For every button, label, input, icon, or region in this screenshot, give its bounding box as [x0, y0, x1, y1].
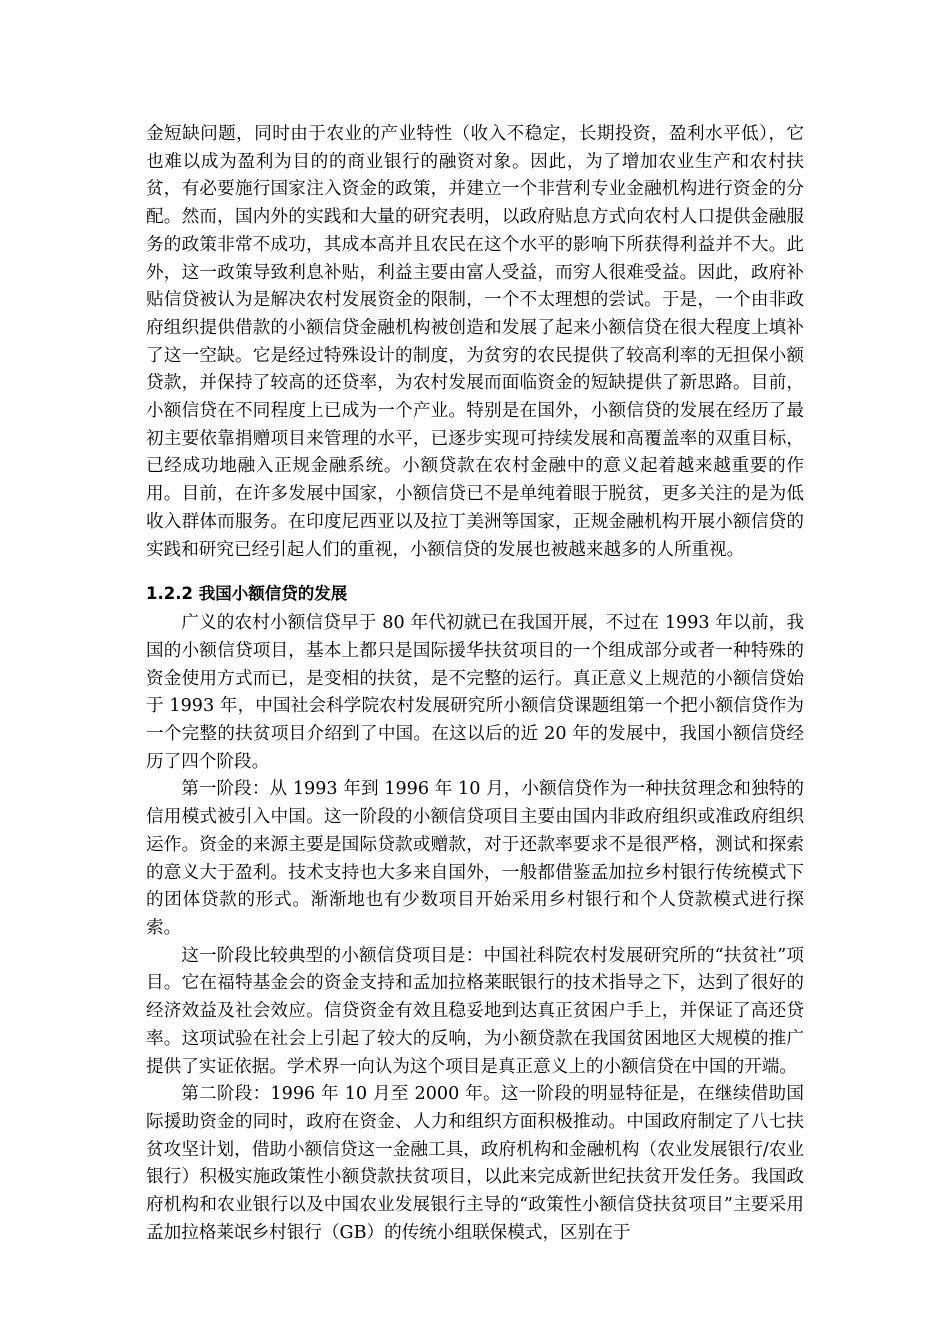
document-body: [146, 121, 804, 1247]
paragraph-stage-one: 第一阶段：从 1993 年到 1996 年 10 月，小额信贷作为一种扶贫理念和独特的信用模式被引入中国。这一阶段的小额信贷项目主要由国内非政府组织或准政府组织运作。资金的来源主要是国际贷款或赠款，对于还款率要求不是很严格，测试和探索的意义大于盈利。技术支持也大多来自国外，一般都借鉴孟加拉乡村银行传统模式下的团体贷款的形式。渐渐地也有少数项目开始采用乡村银行和个人贷款模式进行探索。: [146, 779, 804, 938]
paragraph-stage-one-example: 这一阶段比较典型的小额信贷项目是：中国社科院农村发展研究所的“扶贫社”项目。它在福特基金会的资金支持和孟加拉格莱眠银行的技术指导之下，达到了很好的经济效益及社会效应。信贷资金有效且稳妥地到达真正贫困户手上，并保证了高还贷率。这项试验在社会上引起了较大的反响，为小额贷款在我国贫困地区大规模的推广提供了实证依据。学术界一向认为这个项目是真正意义上的小额信贷在中国的开端。: [146, 945, 804, 1077]
paragraph-intro: 金短缺问题，同时由于农业的产业特性（收入不稳定，长期投资，盈利水平低），它也难以成为盈利为目的的商业银行的融资对象。因此，为了增加农业生产和农村扶贫，有必要施行国家注入资金的政策，并建立一个非营利专业金融机构进行资金的分配。然而，国内外的实践和大量的研究表明，以政府贴息方式向农村人口提供金融服务的政策非常不成功，其成本高并且农民在这个水平的影响下所获得利益并不大。此外，这一政策导致利息补贴，利益主要由富人受益，而穷人很难受益。因此，政府补贴信贷被认为是解决农村发展资金的限制，一个不太理想的尝试。于是，一个由非政府组织提供借款的小额信贷金融机构被创造和发展了起来小额信贷在很大程度上填补了这一空缺。它是经过特殊设计的制度，为贫穷的农民提供了较高利率的无担保小额贷款，并保持了较高的还贷率，为农村发展而面临资金的短缺提供了新思路。目前，小额信贷在不同程度上已成为一个产业。特别是在国外，小额信贷的发展在经历了最初主要依靠捐赠项目来管理的水平，已逐步实现可持续发展和高覆盖率的双重目标，已经成功地融入正规金融系统。小额贷款在农村金融中的意义起着越来越重要的作用。目前，在许多发展中国家，小额信贷已不是单纯着眼于脱贫，更多关注的是为低收入群体而服务。在印度尼西亚以及拉丁美洲等国家，正规金融机构开展小额信贷的实践和研究已经引起人们的重视，小额信贷的发展也被越来越多的人所重视。: [146, 124, 804, 560]
paragraph-overview: 广义的农村小额信贷早于 80 年代初就已在我国开展，不过在 1993 年以前，我国的小额信贷项目，基本上都只是国际援华扶贫项目的一个组成部分或者一种特殊的资金使用方式而已，是变相的扶贫，是不完整的运行。真正意义上规范的小额信贷始于 1993 年，中国社会科学院农村发展研究所小额信贷课题组第一个把小额信贷作为一个完整的扶贫项目介绍到了中国。在这以后的近 20 年的发展中，我国小额信贷经历了四个阶段。: [146, 613, 804, 772]
section-heading: 1.2.2 我国小额信贷的发展: [146, 584, 348, 604]
paragraph-stage-two: 第二阶段：1996 年 10 月至 2000 年。这一阶段的明显特征是，在继续借助国际援助资金的同时，政府在资金、人力和组织方面积极推动。中国政府制定了八七扶贫攻坚计划，借助小额信贷这一金融工具，政府机构和金融机构（农业发展银行/农业银行）积极实施政策性小额贷款扶贫项目，以此来完成新世纪扶贫开发任务。我国政府机构和农业银行以及中国农业发展银行主导的“政策性小额信贷扶贫项目”主要采用孟加拉格莱氓乡村银行（GB）的传统小组联保模式，区别在于: [146, 1084, 804, 1243]
